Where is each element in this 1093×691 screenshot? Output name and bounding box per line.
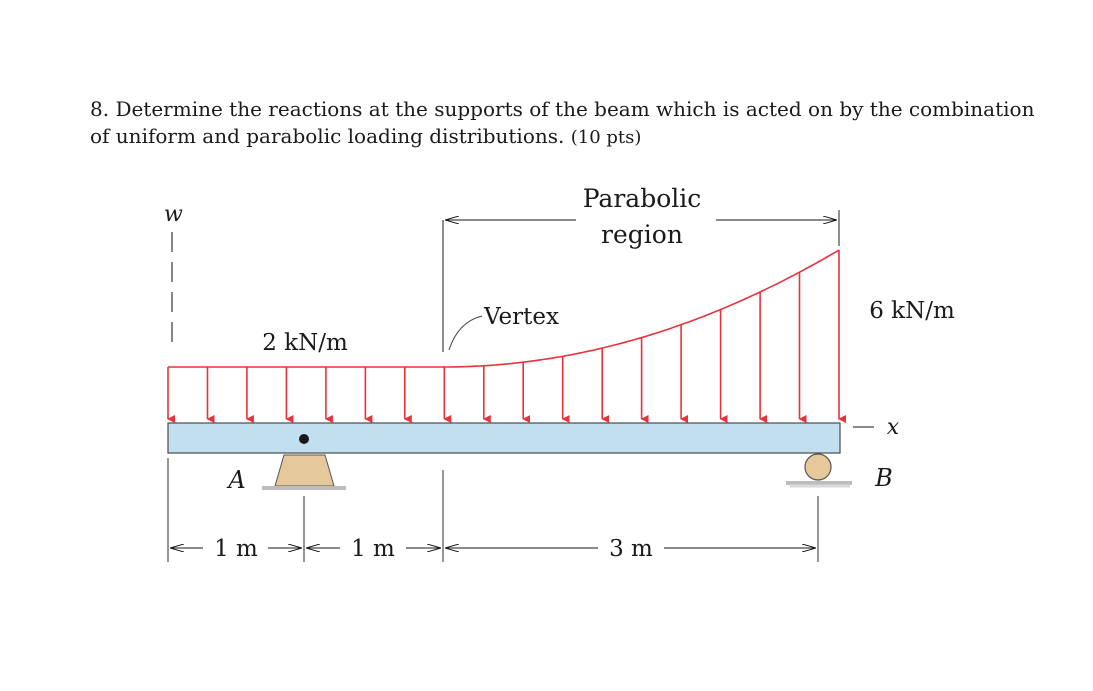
support-a [275,455,334,486]
support-a-label: A [228,466,246,494]
dim-3-label: 3 m [609,536,653,562]
beam [168,423,840,453]
dim-1-label: 1 m [214,536,258,562]
problem-points: (10 pts) [570,127,642,148]
vertex-leader-line [449,316,482,350]
w-axis-label: w [164,202,183,227]
roller-icon [805,454,831,480]
x-axis-label: x [886,415,900,440]
pin-icon [299,434,309,444]
problem-text: 8. Determine the reactions at the supports of the beam which is acted on by the combination of uniform and parabolic loading distributions. [90,97,1035,148]
dim-2-label: 1 m [351,536,395,562]
max-load-label: 6 kN/m [869,298,955,324]
vertex-label: Vertex [484,304,559,330]
support-b-label: B [875,464,893,492]
parabolic-region-label-2: region [601,220,683,249]
uniform-load-label: 2 kN/m [262,330,348,356]
parabolic-region-label-1: Parabolic [582,184,702,213]
